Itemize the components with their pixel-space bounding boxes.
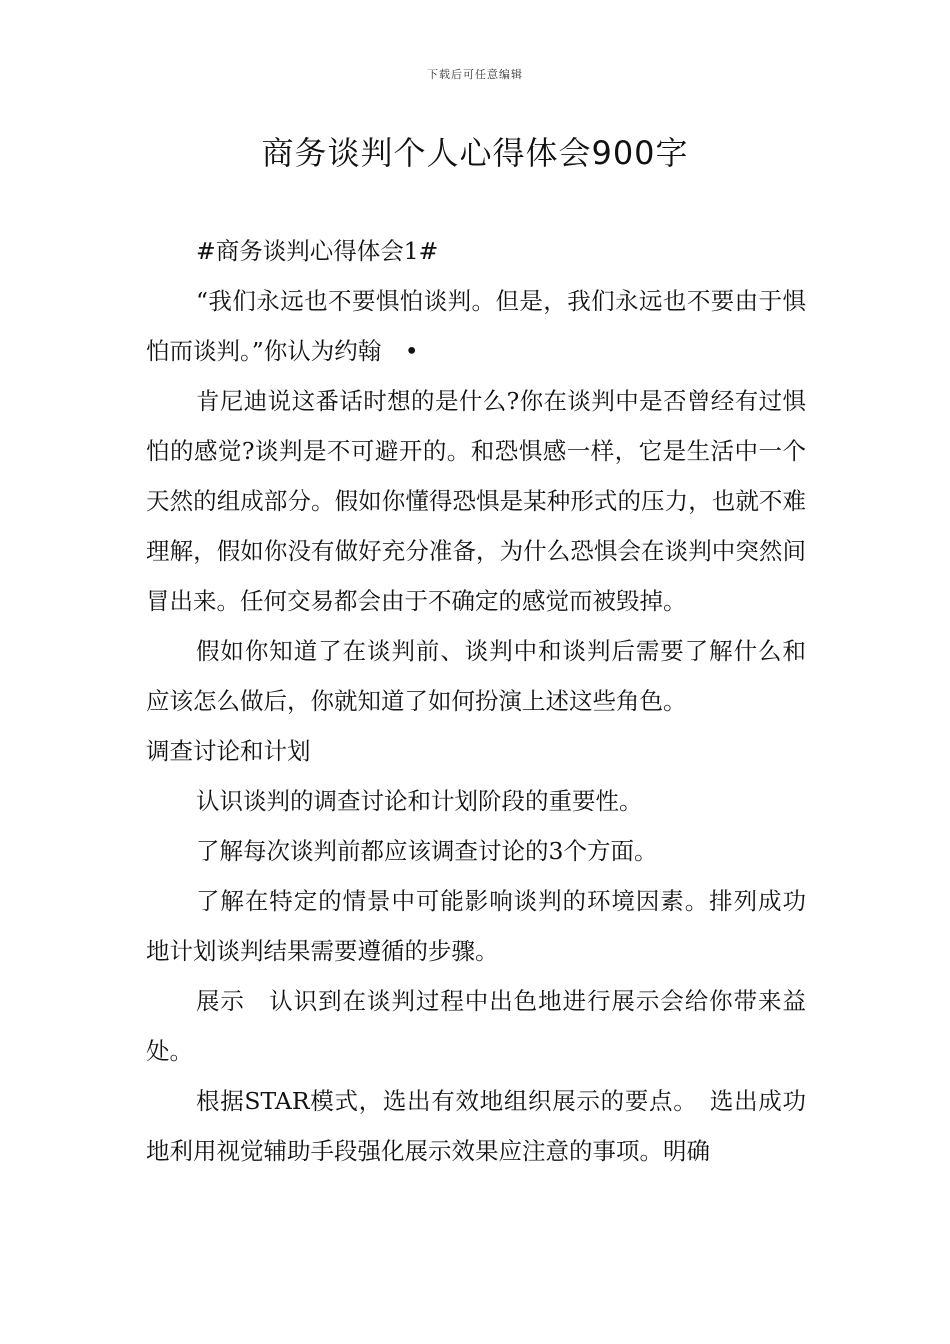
paragraph: 了解每次谈判前都应该调查讨论的3个方面。 (196, 837, 658, 865)
document-body (146, 226, 806, 1176)
paragraph: 肯尼迪说这番话时想的是什么?你在谈判中是否曾经有过惧怕的感觉?谈判是不可避开的。和恐惧感一样，它是生活中一个天然的组成部分。假如你懂得恐惧是某种形式的压力，也就不难理解，假如你没有做好充分准备，为什么恐惧会在谈判中突然间冒出来。任何交易都会由于不确定的感觉而被毁掉。 (146, 387, 806, 615)
paragraph: 根据STAR模式，选出有效地组织展示的要点。 选出成功地利用视觉辅助手段强化展示效果应注意的事项。明确 (146, 1087, 806, 1165)
section-heading: #商务谈判心得体会1# (196, 237, 439, 265)
paragraph: 认识谈判的调查讨论和计划阶段的重要性。 (196, 787, 643, 815)
paragraph: 假如你知道了在谈判前、谈判中和谈判后需要了解什么和应该怎么做后，你就知道了如何扮演上述这些角色。 (146, 637, 806, 715)
subheading: 调查讨论和计划 (146, 737, 311, 765)
paragraph: 展示 认识到在谈判过程中出色地进行展示会给你带来益处。 (146, 987, 806, 1065)
header-note: 下载后可任意编辑 (427, 68, 523, 81)
document-title: 商务谈判个人心得体会900字 (261, 134, 689, 172)
paragraph: 了解在特定的情景中可能影响谈判的环境因素。排列成功地计划谈判结果需要遵循的步骤。 (146, 887, 806, 965)
paragraph-quote: “我们永远也不要惧怕谈判。但是，我们永远也不要由于惧怕而谈判。”你认为约翰 • (146, 287, 806, 365)
